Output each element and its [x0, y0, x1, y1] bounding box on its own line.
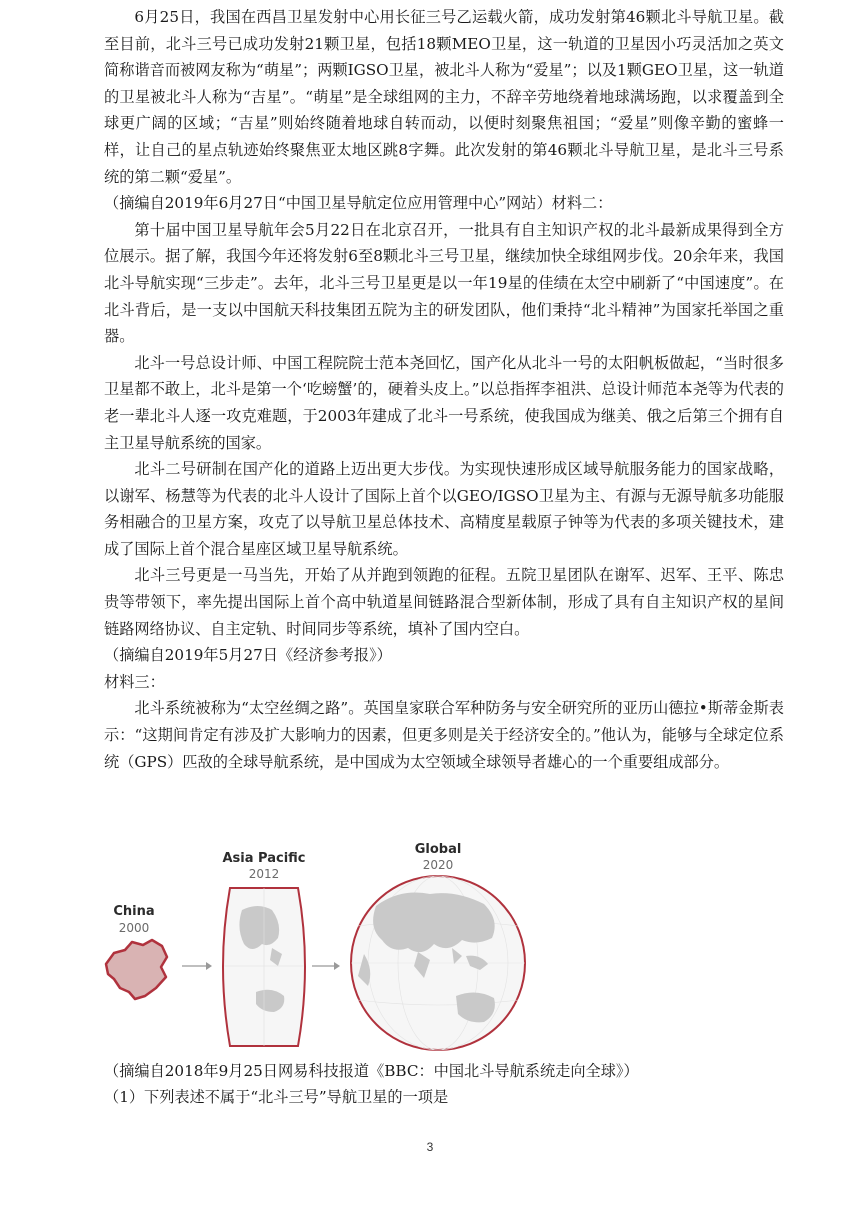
global-label: Global — [414, 842, 462, 857]
paragraph-1: 6月25日，我国在西昌卫星发射中心用长征三号乙运载火箭，成功发射第46颗北斗导航卫星。截至目前，北斗三号已成功发射21颗卫星，包括18颗MEO卫星，这一轨道的卫星因小巧灵活加之英文简称谐音而被网友称为“萌星”；两颗IGSO卫星，被北斗人称为“爱星”；以及1颗GEO卫星，这一轨道的卫星被北斗人称为“吉星”。“萌星”是全球组网的主力，不辞辛劳地绕着地球满场跑，以求覆盖到全球更广阔的区域；“吉星”则始终随着地球自转而动，以便时刻聚焦祖国；“爱星”则像辛勤的蜜蜂一样，让自己的星点轨迹始终聚焦亚太地区跳8字舞。此次发射的第46颗北斗导航卫星，是北斗三号系统的第二颗“爱星”。 — [104, 8, 784, 186]
source-line-2: （摘编自2019年5月27日《经济参考报》） — [104, 646, 392, 665]
material-three-heading: 材料三： — [104, 672, 165, 691]
global-year: 2020 — [422, 858, 454, 872]
paragraph-6: 北斗系统被称为“太空丝绸之路”。英国皇家联合军种防务与安全研究所的亚历山德拉•斯蒂金斯表示：“这期间肯定有涉及扩大影响力的因素，但更多则是关于经济安全的。”他认为，能够与全球定位系统（GPS）匹敌的全球导航系统，是中国成为太空领域全球领导者雄心的一个重要组成部分。 — [104, 699, 784, 771]
china-label: China — [113, 904, 155, 919]
paragraph-5: 北斗三号更是一马当先，开始了从并跑到领跑的征程。五院卫星团队在谢军、迟军、王平、陈忠贵等带领下，率先提出国际上首个高中轨道星间链路混合型新体制，形成了具有自主知识产权的星间链路网络协议、自主定轨、时间同步等系统，填补了国内空白。 — [104, 566, 784, 638]
body-text — [104, 4, 784, 775]
arrow-icon — [312, 962, 340, 970]
figure-source-note: （摘编自2018年9月25日网易科技报道《BBC：中国北斗导航系统走向全球》） — [104, 1062, 639, 1080]
question-1: （1）下列表述不属于“北斗三号”导航卫星的一项是 — [104, 1088, 449, 1106]
paragraph-2: 第十届中国卫星导航年会5月22日在北京召开，一批具有自主知识产权的北斗最新成果得到全方位展示。据了解，我国今年还将发射6至8颗北斗三号卫星，继续加快全球组网步伐。20余年来，我国北斗导航实现“三步走”。去年，北斗三号卫星更是以一年19星的佳绩在太空中刷新了“中国速度”。在北斗背后，是一支以中国航天科技集团五院为主的研发团队，他们秉持“北斗精神”为国家托举国之重器。 — [104, 220, 784, 346]
arrow-icon — [182, 962, 212, 970]
asia-pacific-globe-icon — [223, 888, 305, 1046]
asia-pacific-label: Asia Pacific — [222, 851, 306, 866]
asia-pacific-year: 2012 — [248, 867, 280, 881]
china-map-icon — [106, 940, 167, 999]
paragraph-4: 北斗二号研制在国产化的道路上迈出更大步伐。为实现快速形成区域导航服务能力的国家战略，以谢军、杨慧等为代表的北斗人设计了国际上首个以GEO/IGSO卫星为主、有源与无源导航多功能服务相融合的卫星方案，攻克了以导航卫星总体技术、高精度星载原子钟等为代表的多项关键技术，建成了国际上首个混合星座区域卫星导航系统。 — [104, 460, 784, 558]
global-globe-icon — [351, 876, 525, 1050]
paragraph-3: 北斗一号总设计师、中国工程院院士范本尧回忆，国产化从北斗一号的太阳帆板做起，“当时很多卫星都不敢上，北斗是第一个‘吃螃蟹’的，硬着头皮上。”以总指挥李祖洪、总设计师范本尧等为代表的老一辈北斗人逐一攻克难题，于2003年建成了北斗一号系统，使我国成为继美、俄之后第三个拥有自主卫星导航系统的国家。 — [104, 353, 784, 452]
page-number: 3 — [426, 1140, 434, 1154]
source-line-1: （摘编自2019年6月27日“中国卫星导航定位应用管理中心”网站）材料二： — [104, 194, 613, 213]
china-year: 2000 — [118, 921, 150, 935]
beidou-coverage-figure — [96, 836, 536, 1056]
